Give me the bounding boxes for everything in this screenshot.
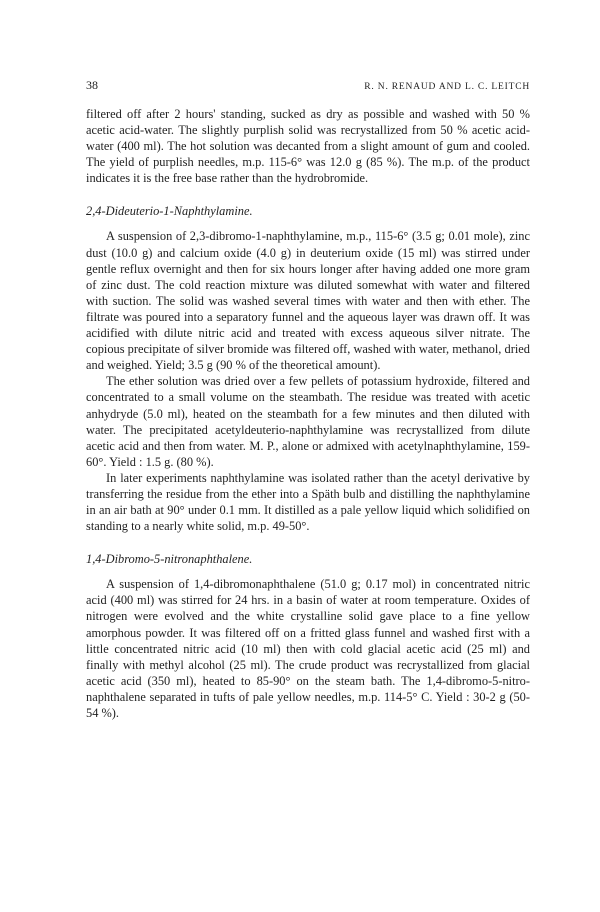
- page-header: [86, 78, 530, 100]
- page-body: [86, 78, 530, 721]
- running-head: R. N. RENAUD AND L. C. LEITCH: [364, 82, 530, 92]
- paragraph: A suspension of 2,3-dibromo-1-naphthylamine, m.p., 115-6° (3.5 g; 0.01 mole), zinc dust (10.0 g) and calcium oxide (4.0 g) in deuterium oxide (15 ml) was stirred under gentle reflux overnight and then for six hours longer after having added one more gram of zinc dust. The cold reaction mixture was diluted somewhat with water and filtered with suction. The solid was washed several times with water and then with ether. The filtrate was poured into a separatory funnel and the aqueous layer was drawn off. It was acidified with dilute nitric acid and treated with excess aqueous silver nitrate. The copious precipitate of silver bromide was filtered off, washed with water, methanol, dried and weighed. Yield; 3.5 g (90 % of the theoretical amount).: [86, 229, 530, 373]
- page-number: 38: [86, 78, 98, 92]
- section-heading-dibromo-nitronaphthalene: 1,4-Dibromo-5-nitronaphthalene.: [86, 552, 253, 567]
- section-heading-dideuterio-naphthylamine: 2,4-Dideuterio-1-Naphthylamine.: [86, 204, 253, 219]
- intro-paragraph: filtered off after 2 hours' standing, sucked as dry as possible and washed with 50 % acetic acid-water. The slightly purplish solid was recrystallized from 50 % acetic acid-water (400 ml). The hot solution was decanted from a slight amount of gum and cooled. The yield of purplish needles, m.p. 115-6° was 12.0 g (85 %). The m.p. of the product indicates it is the free base rather than the hydrobromide.: [86, 107, 530, 186]
- paragraph: The ether solution was dried over a few pellets of potassium hydroxide, filtered and concentrated to a small volume on the steambath. The residue was treated with acetic anhydryde (5.0 ml), heated on the steambath for a few minutes and then diluted with water. The precipitated acetyldeuterio-naphthylamine was recrystallized from dilute acetic acid and then from water. M. P., alone or admixed with acetylnaphthylamine, 159-60°. Yield : 1.5 g. (80 %).: [86, 374, 530, 469]
- paragraph: In later experiments naphthylamine was isolated rather than the acetyl derivative by transferring the residue from the ether into a Späth bulb and distilling the naphthylamine in an air bath at 90° under 0.1 mm. It distilled as a pale yellow liquid which solidified on standing to a nearly white solid, m.p. 49-50°.: [86, 470, 530, 534]
- paragraph: A suspension of 1,4-dibromonaphthalene (51.0 g; 0.17 mol) in concentrated nitric acid (400 ml) was stirred for 24 hrs. in a basin of water at room temperature. Oxides of nitrogen were evolved and the white crystalline solid gave place to a fine yellow amorphous powder. It was filtered off on a fritted glass funnel and washed first with a little concentrated nitric acid (10 ml) then with cold glacial acetic acid (25 ml) and finally with methyl alcohol (25 ml). The crude product was recrystallized from glacial acetic acid (350 ml), heated to 85-90° on the steam bath. The 1,4-dibromo-5-nitro-naphthalene separated in tufts of pale yellow needles, m.p. 114-5° C. Yield : 30-2 g (50-54 %).: [86, 577, 530, 720]
